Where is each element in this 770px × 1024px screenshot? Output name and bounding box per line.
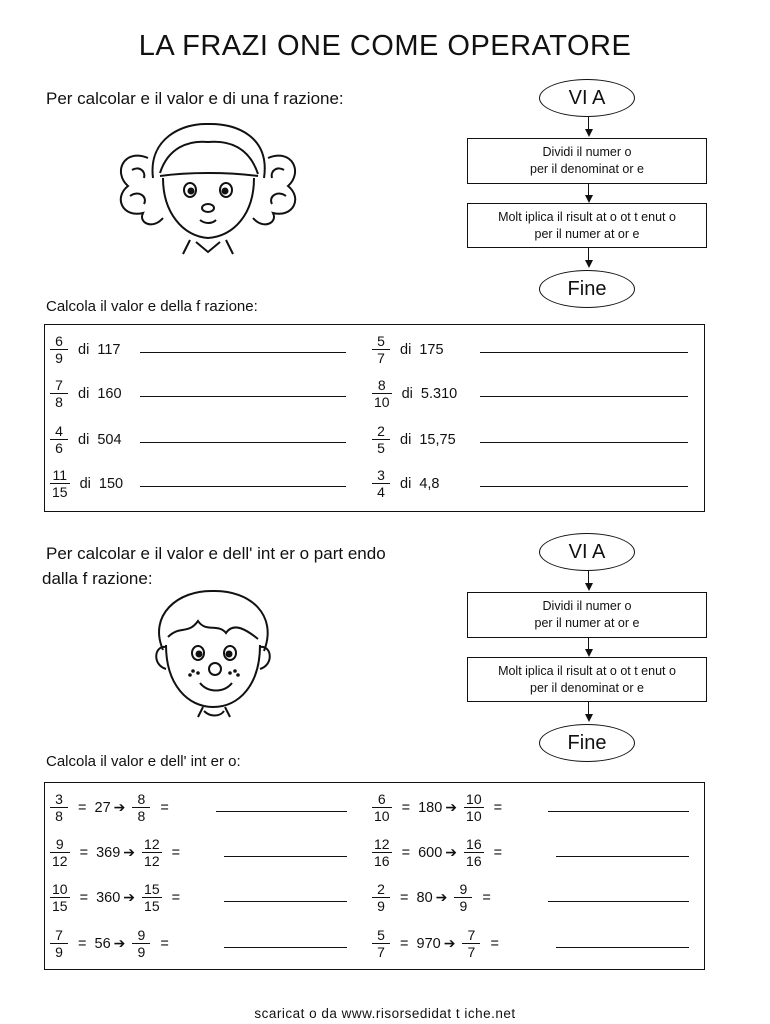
flow1-end-oval: Fine <box>539 270 635 308</box>
fraction-denominator: 9 <box>454 897 472 914</box>
section1-exercise-row <box>372 377 457 410</box>
fraction-numerator: 11 <box>52 467 68 483</box>
fraction <box>454 881 472 914</box>
exercise-value: = 369 <box>79 844 121 861</box>
arrow-right-icon: ➔ <box>443 935 456 951</box>
flow2-step2-line1: Molt iplica il risult at o ot t enut o <box>498 663 676 678</box>
equals-sign: = <box>493 799 503 816</box>
exercise-value: = 80 <box>400 889 433 906</box>
fraction <box>372 467 390 500</box>
fraction <box>372 333 390 366</box>
fraction-denominator: 8 <box>50 807 68 824</box>
section2-exercise-row <box>50 927 169 960</box>
section2-exercise-row <box>372 791 502 824</box>
fraction-numerator: 16 <box>466 836 482 852</box>
flow2-step1-line2: per il numer at or e <box>534 616 640 630</box>
fraction-denominator: 15 <box>144 898 160 914</box>
section2-exercise-row <box>372 927 499 960</box>
flow1-step2-line2: per il numer at or e <box>534 226 640 241</box>
fraction <box>50 836 70 869</box>
fraction <box>464 791 484 824</box>
equals-sign: = <box>482 889 491 906</box>
fraction-numerator: 9 <box>137 927 146 943</box>
fraction-numerator: 4 <box>55 423 63 439</box>
exercise-value: = 600 <box>401 844 443 861</box>
fraction-denominator: 9 <box>50 943 68 960</box>
fraction-denominator: 12 <box>144 853 160 869</box>
section2-exercise-row <box>50 881 180 914</box>
fraction-numerator: 5 <box>377 333 385 349</box>
fraction-denominator: 8 <box>50 393 68 410</box>
answer-line[interactable] <box>480 352 688 353</box>
exercise-value: = 360 <box>79 889 121 906</box>
fraction <box>50 423 68 456</box>
fraction-numerator: 10 <box>466 791 482 807</box>
fraction-denominator: 7 <box>372 349 390 366</box>
fraction-numerator: 5 <box>377 927 385 943</box>
equals-sign: = <box>160 799 169 816</box>
arrow-down-icon <box>585 649 593 657</box>
fraction-denominator: 7 <box>462 943 480 960</box>
answer-line[interactable] <box>216 811 347 812</box>
fraction-numerator: 10 <box>52 881 68 897</box>
equals-sign: = <box>493 844 503 861</box>
arrow-right-icon: ➔ <box>113 799 126 815</box>
fraction-denominator: 15 <box>52 484 68 500</box>
arrow-right-icon: ➔ <box>435 889 448 905</box>
fraction <box>50 467 70 500</box>
page-title: LA FRAZI ONE COME OPERATORE <box>138 30 632 62</box>
fraction-denominator: 9 <box>132 943 150 960</box>
answer-line[interactable] <box>224 947 347 948</box>
flow2-step2 <box>467 657 707 702</box>
answer-line[interactable] <box>140 486 346 487</box>
answer-line[interactable] <box>548 811 689 812</box>
flow1-step1-line2: per il denominat or e <box>530 162 644 176</box>
fraction <box>50 791 68 824</box>
fraction <box>372 881 390 914</box>
fraction-denominator: 15 <box>52 898 68 914</box>
section2-exercise-row <box>50 791 169 824</box>
answer-line[interactable] <box>480 442 688 443</box>
fraction <box>132 791 150 824</box>
section1-exercise-row <box>372 423 456 456</box>
section1-intro: Per calcolar e il valor e di una f razione: <box>46 89 344 108</box>
exercise-text: di 504 <box>78 431 122 448</box>
answer-line[interactable] <box>140 352 346 353</box>
fraction-denominator: 10 <box>374 808 390 824</box>
section2-exercise-row <box>372 836 502 869</box>
arrow-right-icon: ➔ <box>123 889 136 905</box>
fraction-denominator: 10 <box>466 808 482 824</box>
fraction-numerator: 6 <box>55 333 63 349</box>
flow1-start-oval: VI A <box>539 79 635 117</box>
equals-sign: = <box>171 889 181 906</box>
section1-exercise-row <box>372 333 444 366</box>
flow1-step1-line1: Dividi il numer o <box>542 145 632 159</box>
fraction <box>132 927 150 960</box>
exercise-text: di 4,8 <box>400 475 440 492</box>
exercise-value: = 27 <box>78 799 111 816</box>
flow2-step1-line1: Dividi il numer o <box>542 599 632 613</box>
fraction-denominator: 16 <box>466 853 482 869</box>
fraction <box>50 927 68 960</box>
fraction-denominator: 16 <box>374 853 390 869</box>
arrow-right-icon: ➔ <box>445 844 458 860</box>
fraction-numerator: 12 <box>144 836 160 852</box>
fraction <box>464 836 484 869</box>
flow2-step2-line2: per il denominat or e <box>530 680 644 695</box>
equals-sign: = <box>490 935 499 952</box>
arrow-down-icon <box>585 583 593 591</box>
exercise-text: di 150 <box>79 475 124 492</box>
section2-intro-line1: Per calcolar e il valor e dell' int er o part endo <box>46 544 386 563</box>
fraction-numerator: 15 <box>144 881 160 897</box>
answer-line[interactable] <box>224 901 347 902</box>
arrow-right-icon: ➔ <box>123 844 136 860</box>
arrow-right-icon: ➔ <box>113 935 126 951</box>
fraction-numerator: 2 <box>377 881 385 897</box>
section1-exercise-row <box>50 467 123 500</box>
fraction <box>50 333 68 366</box>
answer-line[interactable] <box>548 901 689 902</box>
fraction-denominator: 9 <box>50 349 68 366</box>
arrow-down-icon <box>585 195 593 203</box>
flow2-step1 <box>467 592 707 638</box>
exercise-text: di 160 <box>78 385 122 402</box>
fraction <box>462 927 480 960</box>
fraction-denominator: 12 <box>52 853 68 869</box>
arrow-down-icon <box>585 129 593 137</box>
section2-exercise-row <box>50 836 180 869</box>
section1-label: Calcola il valor e della f razione: <box>46 298 258 315</box>
flow2-end-oval: Fine <box>539 724 635 762</box>
fraction-numerator: 3 <box>55 791 63 807</box>
fraction-numerator: 9 <box>459 881 468 897</box>
fraction-numerator: 7 <box>467 927 476 943</box>
fraction-numerator: 7 <box>55 927 63 943</box>
exercise-value: = 970 <box>400 935 441 952</box>
answer-line[interactable] <box>224 856 347 857</box>
fraction-numerator: 6 <box>377 791 386 807</box>
girl-face-illustration <box>108 118 308 258</box>
section1-exercise-row <box>372 467 440 500</box>
flow1-step2-line1: Molt iplica il risult at o ot t enut o <box>498 209 676 224</box>
fraction-denominator: 4 <box>372 483 390 500</box>
fraction-numerator: 12 <box>374 836 390 852</box>
section2-label: Calcola il valor e dell' int er o: <box>46 753 241 770</box>
answer-line[interactable] <box>140 396 346 397</box>
equals-sign: = <box>160 935 169 952</box>
arrow-down-icon <box>585 714 593 722</box>
section1-exercise-row <box>50 423 122 456</box>
fraction <box>50 377 68 410</box>
answer-line[interactable] <box>480 396 688 397</box>
fraction-denominator: 8 <box>132 807 150 824</box>
fraction-numerator: 9 <box>55 836 64 852</box>
section1-exercise-row <box>50 377 122 410</box>
exercise-text: di 117 <box>78 341 121 358</box>
equals-sign: = <box>171 844 181 861</box>
fraction-numerator: 8 <box>377 377 386 393</box>
fraction-numerator: 7 <box>55 377 63 393</box>
answer-line[interactable] <box>556 856 689 857</box>
fraction <box>142 881 162 914</box>
fraction <box>372 377 392 410</box>
answer-line[interactable] <box>556 947 689 948</box>
fraction-denominator: 5 <box>372 439 390 456</box>
exercise-text: di 15,75 <box>400 431 456 448</box>
fraction <box>142 836 162 869</box>
answer-line[interactable] <box>480 486 688 487</box>
fraction-numerator: 2 <box>377 423 385 439</box>
fraction-denominator: 6 <box>50 439 68 456</box>
fraction <box>372 836 392 869</box>
fraction-numerator: 3 <box>377 467 385 483</box>
flow1-step2 <box>467 203 707 248</box>
section2-exercise-row <box>372 881 491 914</box>
arrow-right-icon: ➔ <box>445 799 458 815</box>
flow2-start-oval: VI A <box>539 533 635 571</box>
exercise-value: = 180 <box>401 799 443 816</box>
fraction <box>372 791 392 824</box>
arrow-down-icon <box>585 260 593 268</box>
exercise-text: di 175 <box>400 341 444 358</box>
fraction <box>372 927 390 960</box>
exercise-value: = 56 <box>78 935 111 952</box>
fraction <box>372 423 390 456</box>
flow1-step1 <box>467 138 707 184</box>
answer-line[interactable] <box>140 442 346 443</box>
fraction-numerator: 8 <box>137 791 146 807</box>
footer-source: scaricat o da www.risorsedidat t iche.net <box>254 1006 516 1021</box>
fraction-denominator: 9 <box>372 897 390 914</box>
exercise-text: di 5.310 <box>401 385 458 402</box>
fraction <box>50 881 70 914</box>
section1-exercise-row <box>50 333 120 366</box>
section2-intro-line2: dalla f razione: <box>42 569 153 588</box>
boy-face-illustration <box>138 585 288 720</box>
fraction-denominator: 10 <box>374 394 390 410</box>
fraction-denominator: 7 <box>372 943 390 960</box>
